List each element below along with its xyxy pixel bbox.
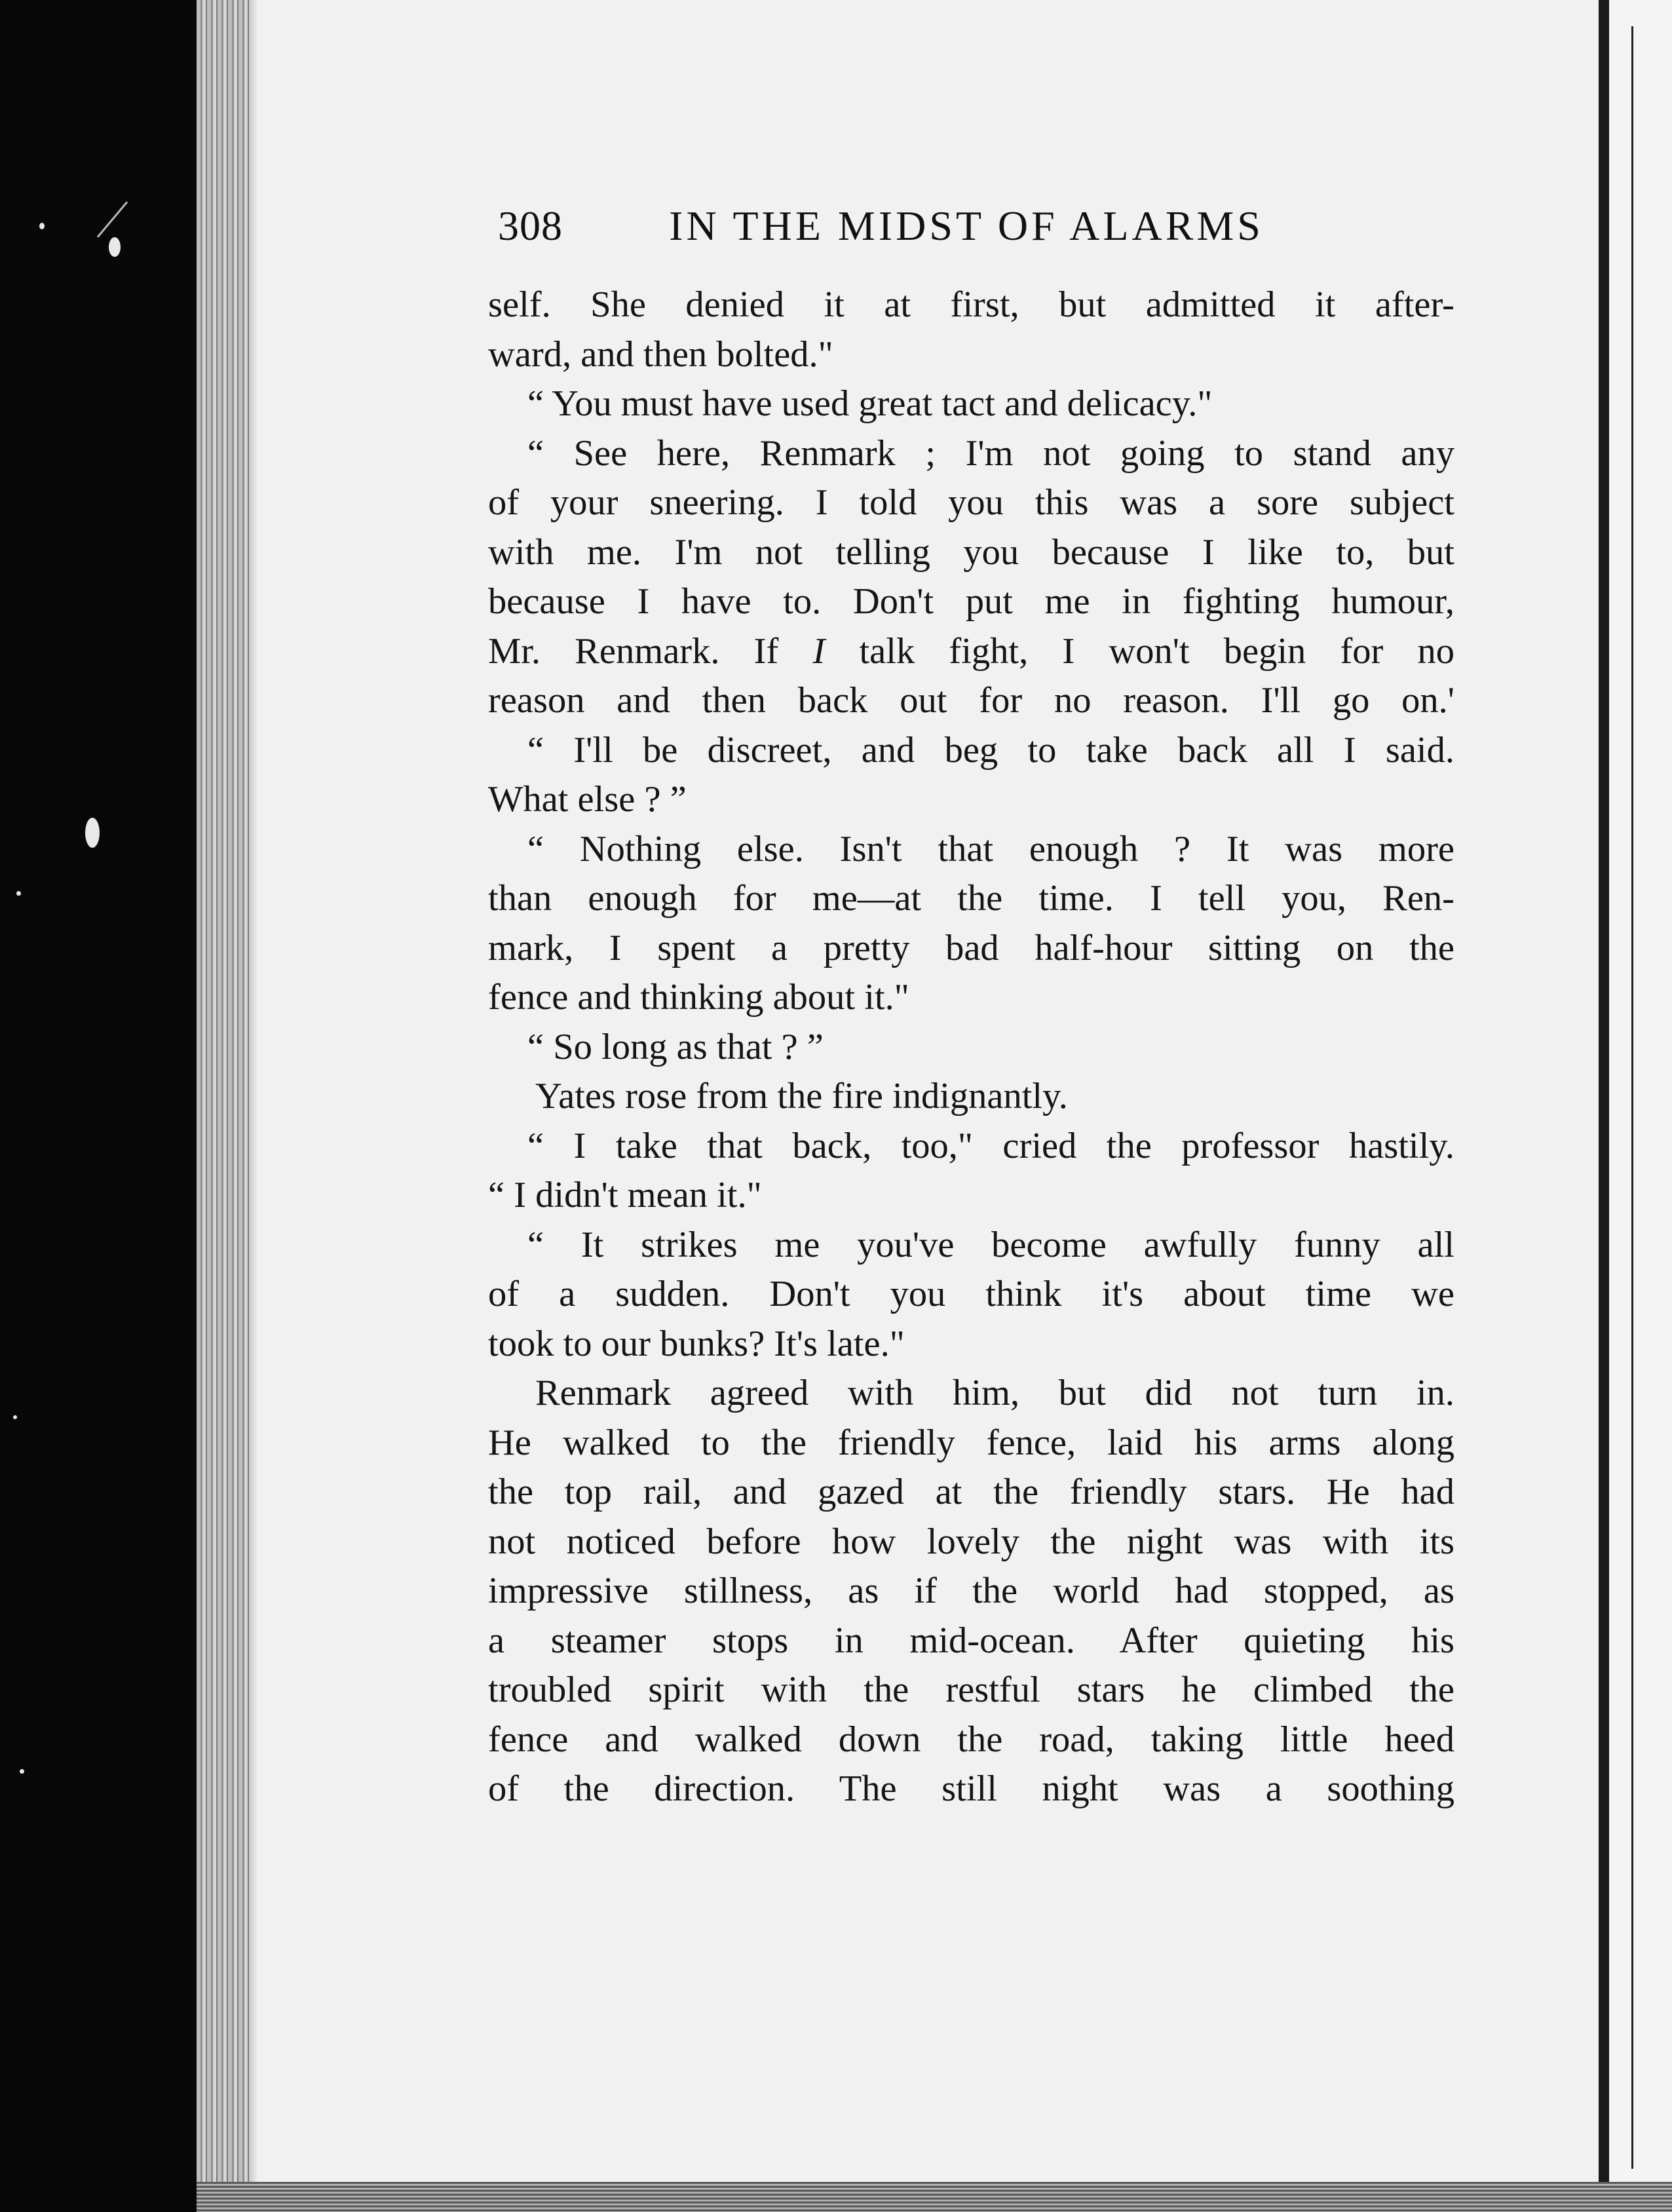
dust-speck — [85, 818, 100, 848]
dust-speck — [13, 1415, 17, 1419]
text-line: took to our bunks? It's late." — [488, 1323, 905, 1364]
text-line: ward, and then bolted." — [488, 334, 833, 375]
dust-speck — [39, 223, 45, 229]
page-number: 308 — [498, 202, 563, 249]
text-line: He walked to the friendly fence, laid his arms along — [488, 1422, 1454, 1463]
text-line: “ It strikes me you've become awfully funny all — [527, 1224, 1454, 1265]
page-shadow — [249, 0, 258, 2182]
text-line: troubled spirit with the restful stars he climbed the — [488, 1669, 1454, 1710]
text-line: the top rail, and gazed at the friendly stars. He had — [488, 1472, 1454, 1512]
text-line: mark, I spent a pretty bad half-hour sitting on the — [488, 927, 1454, 968]
text-line: of your sneering. I told you this was a sore subject — [488, 482, 1454, 523]
text-line: “ See here, Renmark ; I'm not going to stand any — [527, 432, 1454, 474]
running-head: IN THE MIDST OF ALARMS — [669, 202, 1264, 249]
text-line: Yates rose from the fire indignantly. — [535, 1076, 1068, 1116]
text-line: than enough for me—at the time. I tell you, Ren- — [488, 878, 1454, 919]
facing-page-gutter — [1599, 0, 1672, 2212]
text-line: of a sudden. Don't you think it's about time we — [488, 1274, 1454, 1314]
book-edge-background — [0, 0, 197, 2212]
text-line — [488, 627, 1454, 677]
text-line: “ I'll be discreet, and beg to take back all I said. — [527, 729, 1454, 771]
text-line: fence and walked down the road, taking little heed — [488, 1719, 1454, 1760]
text-line: with me. I'm not telling you because I like to, but — [488, 531, 1454, 573]
italic-emphasis: I — [812, 630, 826, 672]
text-line: impressive stillness, as if the world had stopped, as — [488, 1571, 1454, 1611]
text-line: a steamer stops in mid-ocean. After quieting his — [488, 1620, 1454, 1661]
text-line: “ So long as that ? ” — [527, 1026, 824, 1067]
gutter-line — [1631, 26, 1633, 2169]
dust-speck — [20, 1769, 24, 1774]
text-line: “ I didn't mean it." — [488, 1175, 762, 1215]
body-text — [488, 280, 1454, 1814]
dust-speck — [97, 201, 128, 238]
text-line: What else ? ” — [488, 779, 687, 820]
text-line: “ I take that back, too," cried the professor hastily. — [527, 1125, 1454, 1166]
page-stack-edge — [197, 0, 249, 2212]
page-header — [498, 202, 1323, 261]
page-stack-bottom — [197, 2182, 1672, 2212]
dust-speck — [16, 891, 21, 896]
text-fragment: talk fight, I won't begin for no — [859, 630, 1454, 672]
text-line: of the direction. The still night was a soothing — [488, 1768, 1454, 1809]
text-line: reason and then back out for no reason. I'll go on.' — [488, 680, 1454, 721]
text-line: “ You must have used great tact and delicacy." — [527, 383, 1213, 424]
text-line: self. She denied it at first, but admitted it after- — [488, 284, 1454, 325]
text-line: “ Nothing else. Isn't that enough ? It was more — [527, 828, 1454, 869]
dust-speck — [109, 237, 121, 257]
text-line: because I have to. Don't put me in fighting humour, — [488, 581, 1454, 622]
text-line: fence and thinking about it." — [488, 977, 909, 1018]
text-line: Renmark agreed with him, but did not turn in. — [535, 1373, 1454, 1413]
text-line: not noticed before how lovely the night was with its — [488, 1521, 1454, 1562]
text-fragment: Mr. Renmark. If — [488, 630, 779, 672]
